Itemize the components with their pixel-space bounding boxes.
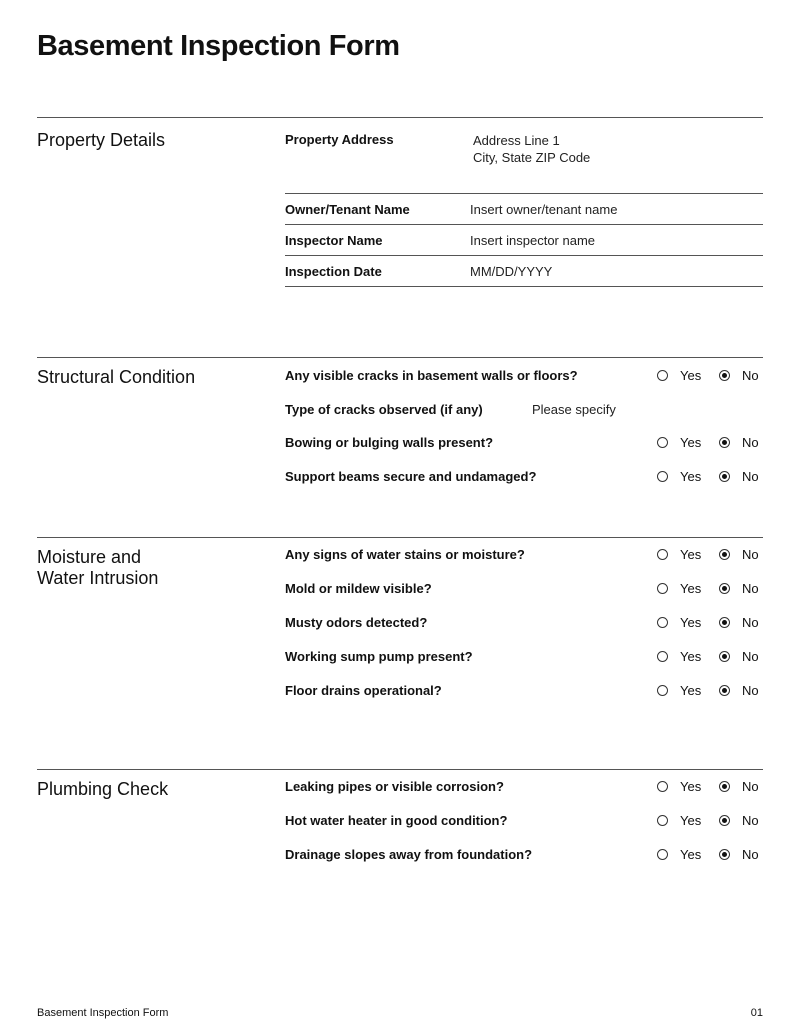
footer-title: Basement Inspection Form	[37, 1007, 169, 1019]
yes-no-radio-group	[657, 679, 763, 703]
radio-unchecked-icon[interactable]	[657, 815, 668, 826]
structural-condition-section	[37, 357, 763, 498]
yes-no-radio-group	[657, 809, 763, 833]
question-row	[285, 679, 763, 703]
question-text: Support beams secure and undamaged?	[285, 469, 537, 484]
question-row	[285, 364, 763, 388]
field-label: Owner/Tenant Name	[285, 202, 410, 217]
radio-unchecked-icon[interactable]	[657, 781, 668, 792]
radio-checked-icon[interactable]	[719, 815, 730, 826]
radio-unchecked-icon[interactable]	[657, 437, 668, 448]
specify-input[interactable]: Please specify	[532, 402, 616, 417]
option-label: No	[742, 847, 759, 862]
question-text: Type of cracks observed (if any)	[285, 402, 483, 417]
option-label: Yes	[680, 469, 702, 484]
option-label: Yes	[680, 649, 702, 664]
question-row	[285, 577, 763, 601]
radio-checked-icon[interactable]	[719, 617, 730, 628]
radio-unchecked-icon[interactable]	[657, 685, 668, 696]
yes-no-radio-group	[657, 843, 763, 867]
radio-checked-icon[interactable]	[719, 437, 730, 448]
yes-no-radio-group	[657, 577, 763, 601]
question-text: Leaking pipes or visible corrosion?	[285, 779, 504, 794]
section-title: Plumbing Check	[37, 779, 169, 799]
option-label: Yes	[680, 581, 702, 596]
section-title-line: Moisture and	[37, 547, 142, 567]
option-label: Yes	[680, 547, 702, 562]
option-label: No	[742, 435, 759, 450]
yes-no-radio-group	[657, 645, 763, 669]
inspection-date-input[interactable]: MM/DD/YYYY	[470, 264, 553, 279]
address-line-2[interactable]: City, State ZIP Code	[473, 150, 591, 165]
option-label: No	[742, 469, 759, 484]
question-row	[285, 843, 763, 867]
address-label: Property Address	[285, 132, 394, 147]
option-label: No	[742, 649, 759, 664]
yes-no-radio-group	[657, 431, 763, 455]
option-label: Yes	[680, 779, 702, 794]
radio-unchecked-icon[interactable]	[657, 849, 668, 860]
option-label: No	[742, 368, 759, 383]
yes-no-radio-group	[657, 775, 763, 799]
radio-unchecked-icon[interactable]	[657, 471, 668, 482]
yes-no-radio-group	[657, 465, 763, 489]
yes-no-radio-group	[657, 543, 763, 567]
moisture-section	[37, 537, 763, 718]
question-row	[285, 398, 763, 422]
inspector-name-input[interactable]: Insert inspector name	[470, 233, 596, 248]
question-row	[285, 809, 763, 833]
radio-checked-icon[interactable]	[719, 471, 730, 482]
section-title: Structural Condition	[37, 367, 196, 387]
page-title: Basement Inspection Form	[37, 30, 400, 62]
option-label: Yes	[680, 615, 702, 630]
divider	[285, 193, 763, 194]
divider	[285, 224, 763, 225]
question-text: Musty odors detected?	[285, 615, 428, 630]
question-text: Mold or mildew visible?	[285, 581, 432, 596]
radio-checked-icon[interactable]	[719, 549, 730, 560]
radio-checked-icon[interactable]	[719, 583, 730, 594]
radio-unchecked-icon[interactable]	[657, 651, 668, 662]
question-row	[285, 611, 763, 635]
question-text: Hot water heater in good condition?	[285, 813, 508, 828]
question-text: Bowing or bulging walls present?	[285, 435, 494, 450]
page-number: 01	[750, 1007, 763, 1019]
field-label: Inspection Date	[285, 264, 382, 279]
yes-no-radio-group	[657, 611, 763, 635]
plumbing-section	[37, 769, 763, 880]
question-row	[285, 543, 763, 567]
owner-name-input[interactable]: Insert owner/tenant name	[470, 202, 618, 217]
divider	[285, 286, 763, 287]
section-title	[37, 547, 237, 589]
option-label: No	[742, 547, 759, 562]
divider	[285, 255, 763, 256]
yes-no-radio-group	[657, 364, 763, 388]
question-row	[285, 465, 763, 489]
radio-unchecked-icon[interactable]	[657, 583, 668, 594]
radio-unchecked-icon[interactable]	[657, 549, 668, 560]
question-text: Working sump pump present?	[285, 649, 473, 664]
question-row	[285, 645, 763, 669]
radio-checked-icon[interactable]	[719, 651, 730, 662]
radio-unchecked-icon[interactable]	[657, 617, 668, 628]
question-row	[285, 775, 763, 799]
property-details-section	[37, 117, 763, 288]
section-title: Property Details	[37, 130, 166, 150]
question-text: Drainage slopes away from foundation?	[285, 847, 533, 862]
option-label: No	[742, 581, 759, 596]
question-text: Floor drains operational?	[285, 683, 442, 698]
address-line-1[interactable]: Address Line 1	[473, 133, 560, 148]
section-title-line: Water Intrusion	[37, 568, 159, 588]
option-label: No	[742, 615, 759, 630]
radio-checked-icon[interactable]	[719, 849, 730, 860]
option-label: Yes	[680, 368, 702, 383]
radio-checked-icon[interactable]	[719, 370, 730, 381]
option-label: Yes	[680, 435, 702, 450]
option-label: No	[742, 683, 759, 698]
field-label: Inspector Name	[285, 233, 383, 248]
option-label: No	[742, 779, 759, 794]
question-text: Any visible cracks in basement walls or floors?	[285, 368, 578, 383]
option-label: Yes	[680, 683, 702, 698]
radio-checked-icon[interactable]	[719, 685, 730, 696]
option-label: Yes	[680, 813, 702, 828]
option-label: Yes	[680, 847, 702, 862]
radio-unchecked-icon[interactable]	[657, 370, 668, 381]
option-label: No	[742, 813, 759, 828]
radio-checked-icon[interactable]	[719, 781, 730, 792]
question-row	[285, 431, 763, 455]
question-text: Any signs of water stains or moisture?	[285, 547, 525, 562]
